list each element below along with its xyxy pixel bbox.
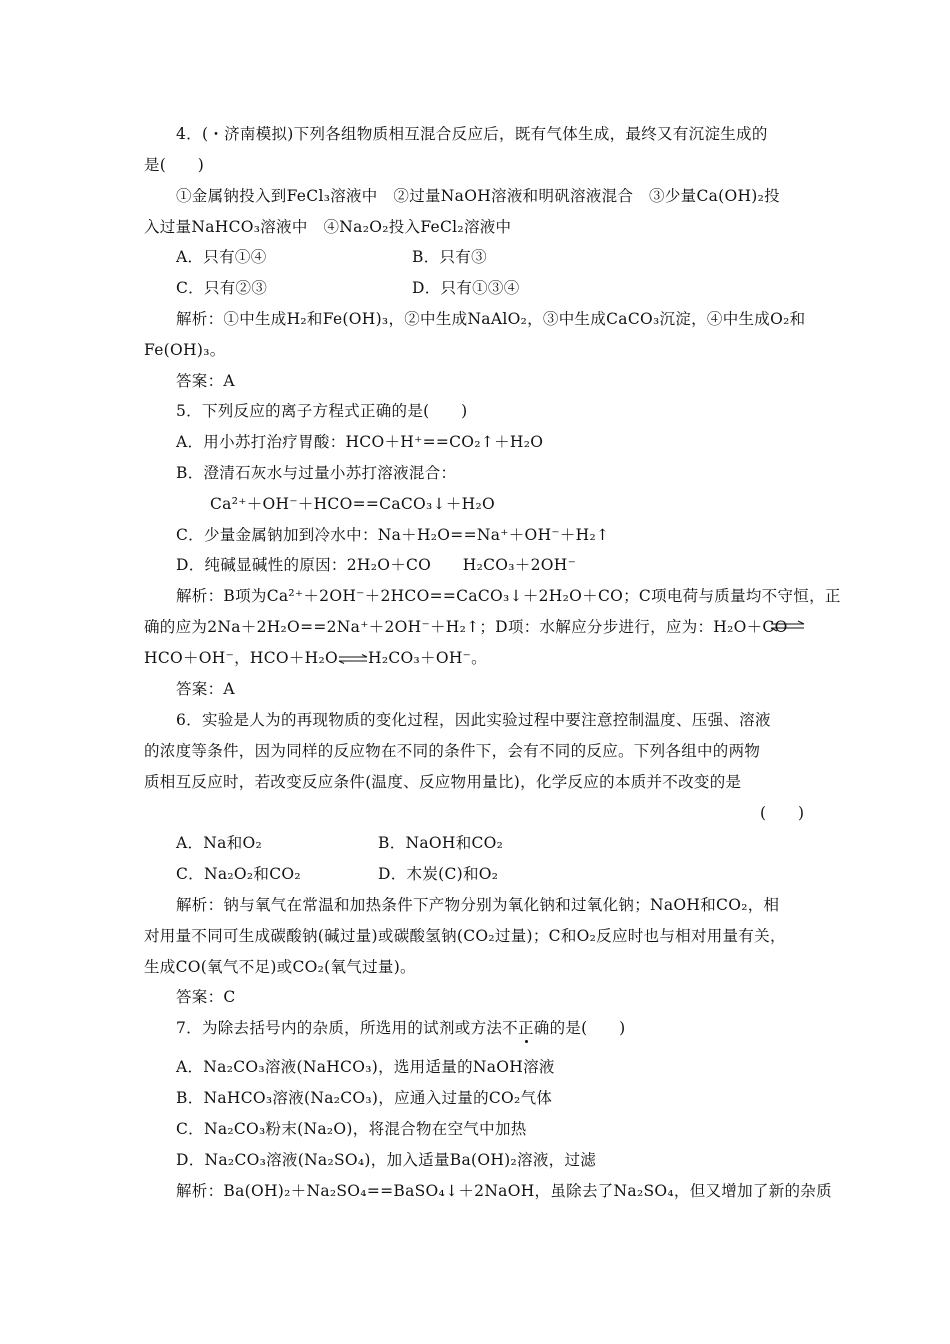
q5-option-b: B．澄清石灰水与过量小苏打溶液混合： xyxy=(176,464,457,482)
q6-analysis-cont2: 生成CO(氧气不足)或CO₂(氧气过量)。 xyxy=(144,958,416,976)
q5-analysis-cont: 确的应为2Na＋2H₂O==2Na⁺＋2OH⁻＋H₂↑；D项：水解应分步进行，应为：H₂O＋CO xyxy=(144,618,788,636)
q5-analysis: 解析：B项为Ca²⁺＋2OH⁻＋2HCO==CaCO₃↓＋2H₂O＋CO；C项电荷与质量均不守恒，正 xyxy=(176,587,841,605)
q6-stem-cont2: 质相互反应时，若改变反应条件(温度、反应物用量比)，化学反应的本质并不改变的是 xyxy=(144,773,742,791)
q6-analysis-cont: 对用量不同可生成碳酸钠(碱过量)或碳酸氢钠(CO₂过量)；C和O₂反应时也与相对用量有关， xyxy=(144,927,786,945)
q4-items: ①金属钠投入到FeCl₃溶液中 ②过量NaOH溶液和明矾溶液混合 ③少量Ca(OH)₂投 xyxy=(176,187,780,205)
equilibrium-arrow-icon xyxy=(770,620,806,632)
q7-option-c: C．Na₂CO₃粉末(Na₂O)，将混合物在空气中加热 xyxy=(176,1120,527,1138)
q6-stem-cont: 的浓度等条件，因为同样的反应物在不同的条件下，会有不同的反应。下列各组中的两物 xyxy=(144,742,761,760)
emphasis-dot-icon xyxy=(525,1040,528,1043)
q5-option-d: D．纯碱显碱性的原因：2H₂O＋CO H₂CO₃＋2OH⁻ xyxy=(176,556,577,574)
q4-stem: 4．(・济南模拟)下列各组物质相互混合反应后，既有气体生成，最终又有沉淀生成的 xyxy=(176,125,768,143)
q7-stem: 7．为除去括号内的杂质，所选用的试剂或方法不正确的是( ) xyxy=(176,1019,626,1037)
q4-answer: 答案：A xyxy=(176,372,235,390)
q6-option-c: C．Na₂O₂和CO₂ xyxy=(176,865,301,883)
q5-answer: 答案：A xyxy=(176,680,235,698)
q4-option-a: A．只有①④ xyxy=(176,248,267,266)
q5-analysis-cont2 xyxy=(144,648,487,668)
q5-option-c: C．少量金属钠加到冷水中：Na＋H₂O==Na⁺＋OH⁻＋H₂↑ xyxy=(176,526,610,544)
q4-stem-cont: 是( ) xyxy=(144,156,205,174)
q7-analysis: 解析：Ba(OH)₂＋Na₂SO₄==BaSO₄↓＋2NaOH，虽除去了Na₂SO₄，但又增加了新的杂质 xyxy=(176,1182,832,1200)
q6-answer: 答案：C xyxy=(176,988,236,1006)
q7-option-a: A．Na₂CO₃溶液(NaHCO₃)，选用适量的NaOH溶液 xyxy=(176,1058,555,1076)
q4-option-b: B．只有③ xyxy=(412,248,487,266)
q5-option-a: A．用小苏打治疗胃酸：HCO＋H⁺==CO₂↑＋H₂O xyxy=(176,433,544,451)
q4-analysis: 解析：①中生成H₂和Fe(OH)₃，②中生成NaAlO₂，③中生成CaCO₃沉淀，④中生成O₂和 xyxy=(176,310,806,328)
q5-analysis-part2: H₂CO₃＋OH⁻。 xyxy=(368,649,487,667)
q6-option-a: A．Na和O₂ xyxy=(176,834,263,852)
q4-option-d: D．只有①③④ xyxy=(412,279,520,297)
equilibrium-arrow-icon xyxy=(338,654,368,664)
q6-stem: 6．实验是人为的再现物质的变化过程，因此实验过程中要注意控制温度、压强、溶液 xyxy=(176,711,771,729)
q5-option-b-equation: Ca²⁺＋OH⁻＋HCO==CaCO₃↓＋H₂O xyxy=(210,495,495,513)
q4-items-cont: 入过量NaHCO₃溶液中 ④Na₂O₂投入FeCl₂溶液中 xyxy=(144,218,512,236)
q6-option-b: B．NaOH和CO₂ xyxy=(378,834,504,852)
q4-analysis-cont: Fe(OH)₃。 xyxy=(144,341,226,359)
q6-option-d: D．木炭(C)和O₂ xyxy=(378,865,499,883)
q5-stem: 5．下列反应的离子方程式正确的是( ) xyxy=(176,402,468,420)
q4-option-c: C．只有②③ xyxy=(176,279,268,297)
q6-answer-blank: ( ) xyxy=(760,804,805,822)
q7-option-b: B．NaHCO₃溶液(Na₂CO₃)，应通入过量的CO₂气体 xyxy=(176,1089,553,1107)
q5-analysis-part1: HCO＋OH⁻，HCO＋H₂O xyxy=(144,649,339,667)
q7-option-d: D．Na₂CO₃溶液(Na₂SO₄)，加入适量Ba(OH)₂溶液，过滤 xyxy=(176,1151,597,1169)
q6-analysis: 解析：钠与氧气在常温和加热条件下产物分别为氧化钠和过氧化钠；NaOH和CO₂，相 xyxy=(176,896,780,914)
